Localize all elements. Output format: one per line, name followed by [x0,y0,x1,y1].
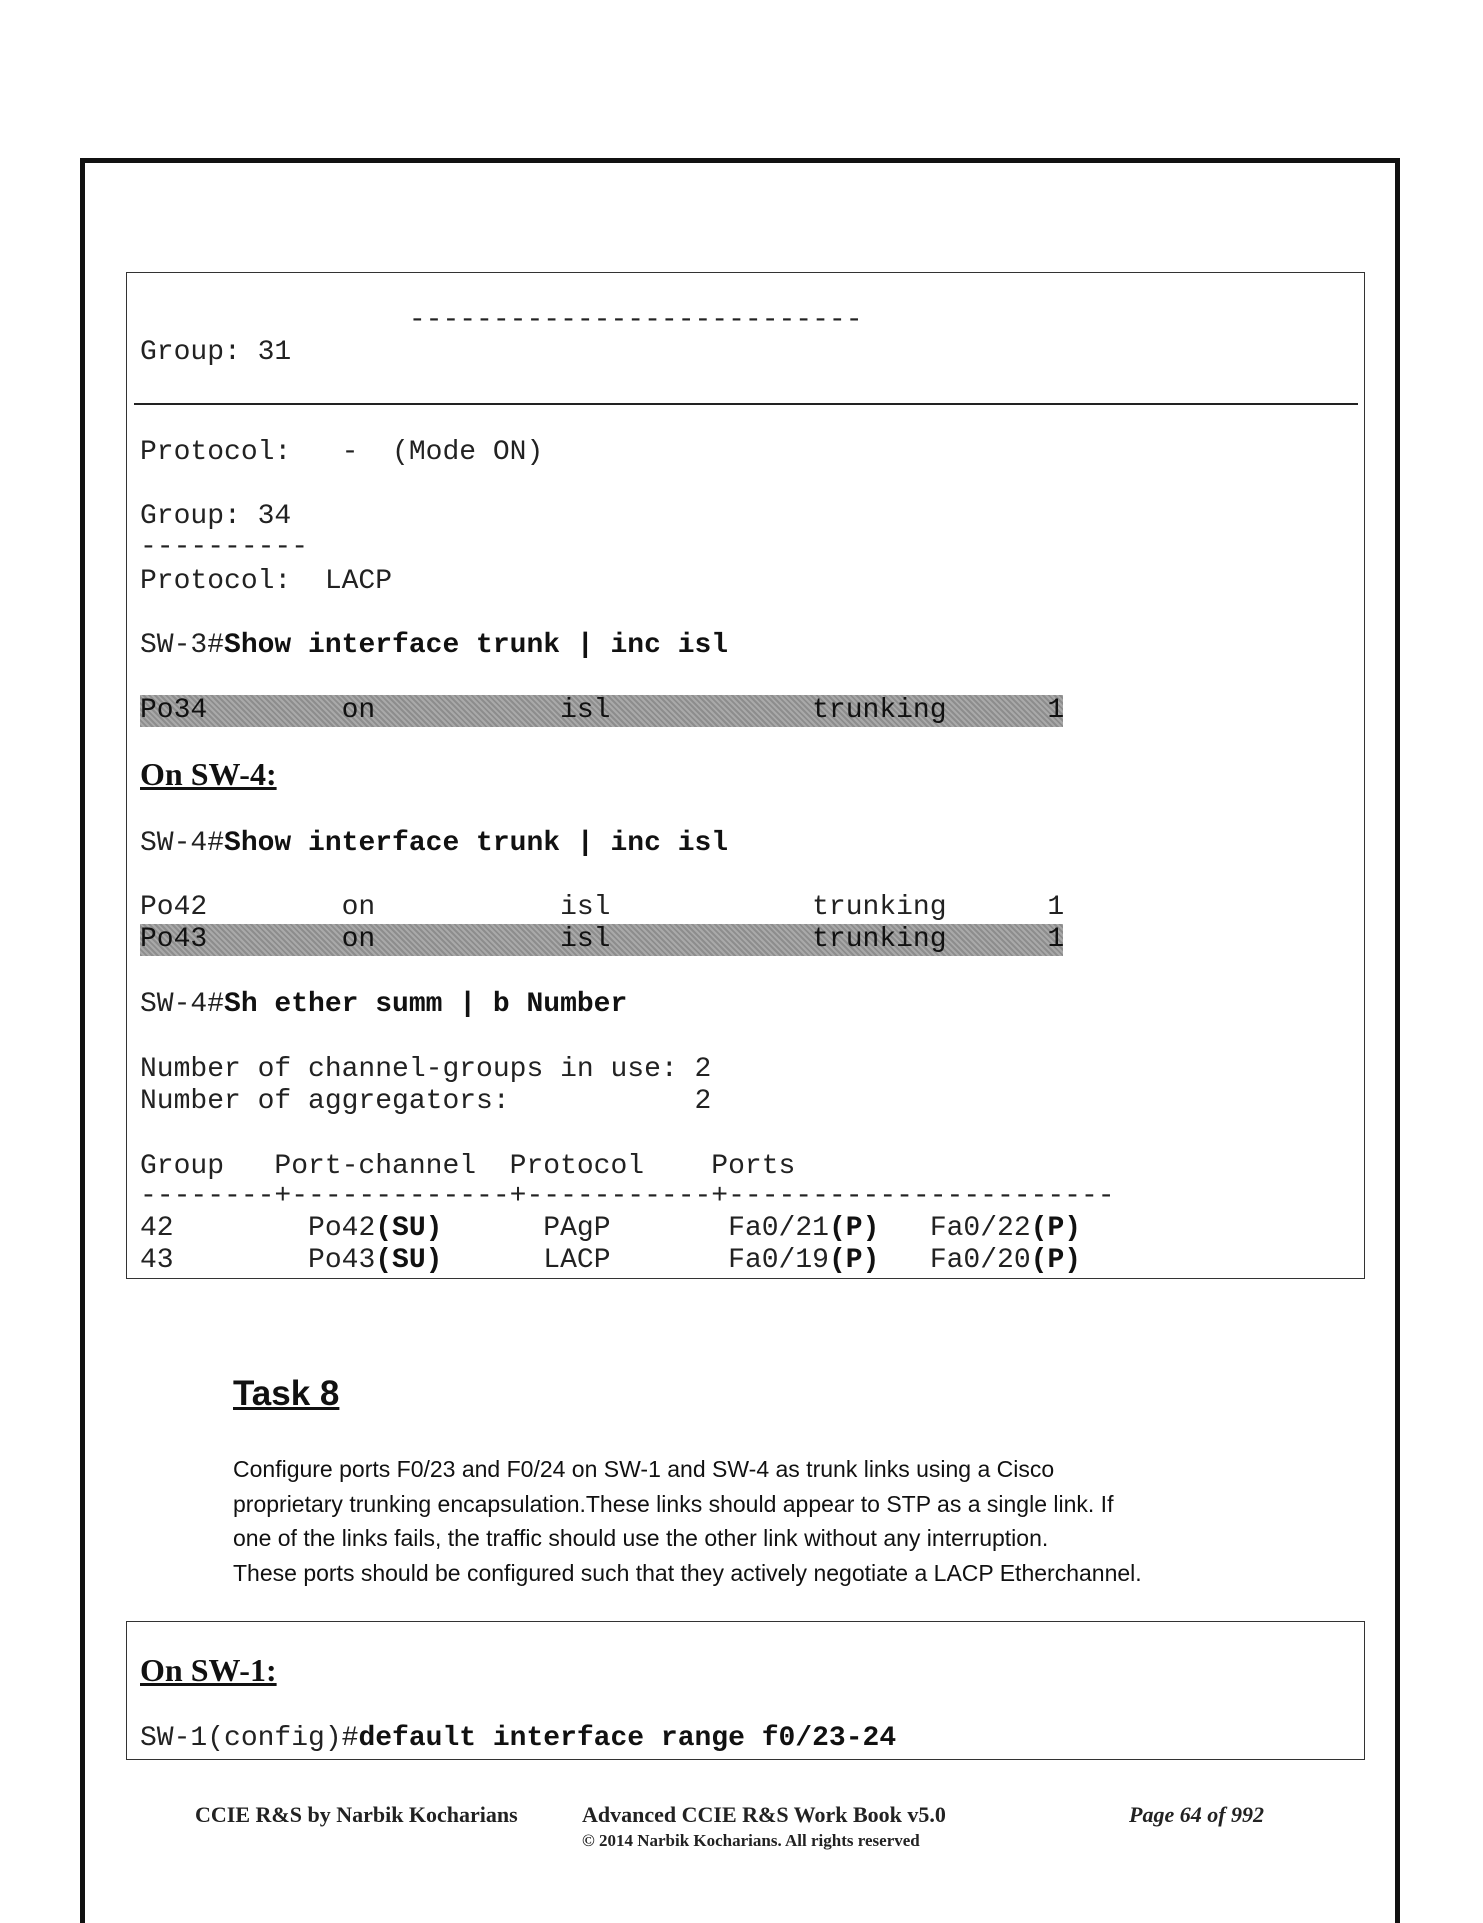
footer-page-number: Page 64 of 992 [1129,1802,1265,1827]
table-separator: --------+-------------+-----------+----------------------- [140,1181,1115,1212]
dash-text: --------------------------- [408,305,863,336]
protocol-lacp: Protocol: LACP [140,566,393,597]
port: Fa0/19 [728,1245,829,1276]
table-row [140,1213,1081,1245]
on-sw1-heading: On SW-1: [140,1652,277,1688]
task-description [233,1452,1353,1590]
command: default interface range f0/23-24 [358,1723,897,1754]
dash-short: ---------- [140,532,309,563]
table-row [140,1245,1081,1277]
num-channel-groups: Number of channel-groups in use: 2 [140,1054,712,1085]
group-31: Group: 31 [140,337,292,368]
protocol-mode-on: Protocol: - (Mode ON) [140,437,544,468]
sw4-command [140,828,728,860]
group: 42 [140,1213,174,1244]
task-line: These ports should be configured such that they actively negotiate a LACP Etherchannel. [233,1559,1142,1586]
protocol: LACP [543,1245,611,1276]
sw4-ether-command [140,989,627,1021]
port: Fa0/20 [929,1245,1031,1276]
port: Fa0/22 [929,1213,1031,1244]
table-header: Group Port-channel Protocol Ports [140,1151,796,1182]
flag: (SU) [375,1213,443,1244]
group: 43 [140,1245,174,1276]
task-line: Configure ports F0/23 and F0/24 on SW-1 and SW-4 as trunk links using a Cisco [233,1456,1055,1482]
sw1-command [140,1723,896,1755]
sw3-command [140,630,728,662]
num-aggregators: Number of aggregators: 2 [140,1086,712,1117]
flag: (SU) [375,1245,443,1276]
po43-highlighted-row: Po43 on isl trunking 1 [140,924,1065,955]
output-box-1 [126,272,1365,1279]
footer-book: Advanced CCIE R&S Work Book v5.0 [582,1802,946,1827]
divider [134,403,1358,405]
task-line: one of the links fails, the traffic should use the other link without any interruption. [233,1525,1049,1551]
port-flag: (P) [828,1245,880,1276]
port-channel: Po42 [308,1213,376,1244]
port-flag: (P) [828,1213,880,1244]
po34-highlighted-row: Po34 on isl trunking 1 [140,695,1065,726]
prompt: SW-4# [140,989,225,1020]
port-flag: (P) [1030,1245,1082,1276]
task-line: proprietary trunking encapsulation.These links should appear to STP as a single link. If [233,1490,1114,1517]
command: Show interface trunk | inc isl [224,630,729,661]
prompt: SW-3# [140,630,225,661]
footer-author: CCIE R&S by Narbik Kocharians [195,1802,518,1827]
on-sw4-heading: On SW-4: [140,756,277,792]
footer-copyright: © 2014 Narbik Kocharians. All rights reserved [582,1831,920,1850]
protocol: PAgP [543,1213,611,1244]
prompt: SW-4# [140,828,225,859]
po42-row: Po42 on isl trunking 1 [140,892,1065,923]
dash-line [140,305,863,337]
group-34: Group: 34 [140,501,292,532]
task-title: Task 8 [233,1374,340,1413]
port: Fa0/21 [728,1213,829,1244]
command: Show interface trunk | inc isl [224,828,729,859]
port-channel: Po43 [308,1245,376,1276]
port-flag: (P) [1030,1213,1082,1244]
prompt: SW-1(config)# [140,1723,359,1754]
command: Sh ether summ | b Number [224,989,628,1020]
